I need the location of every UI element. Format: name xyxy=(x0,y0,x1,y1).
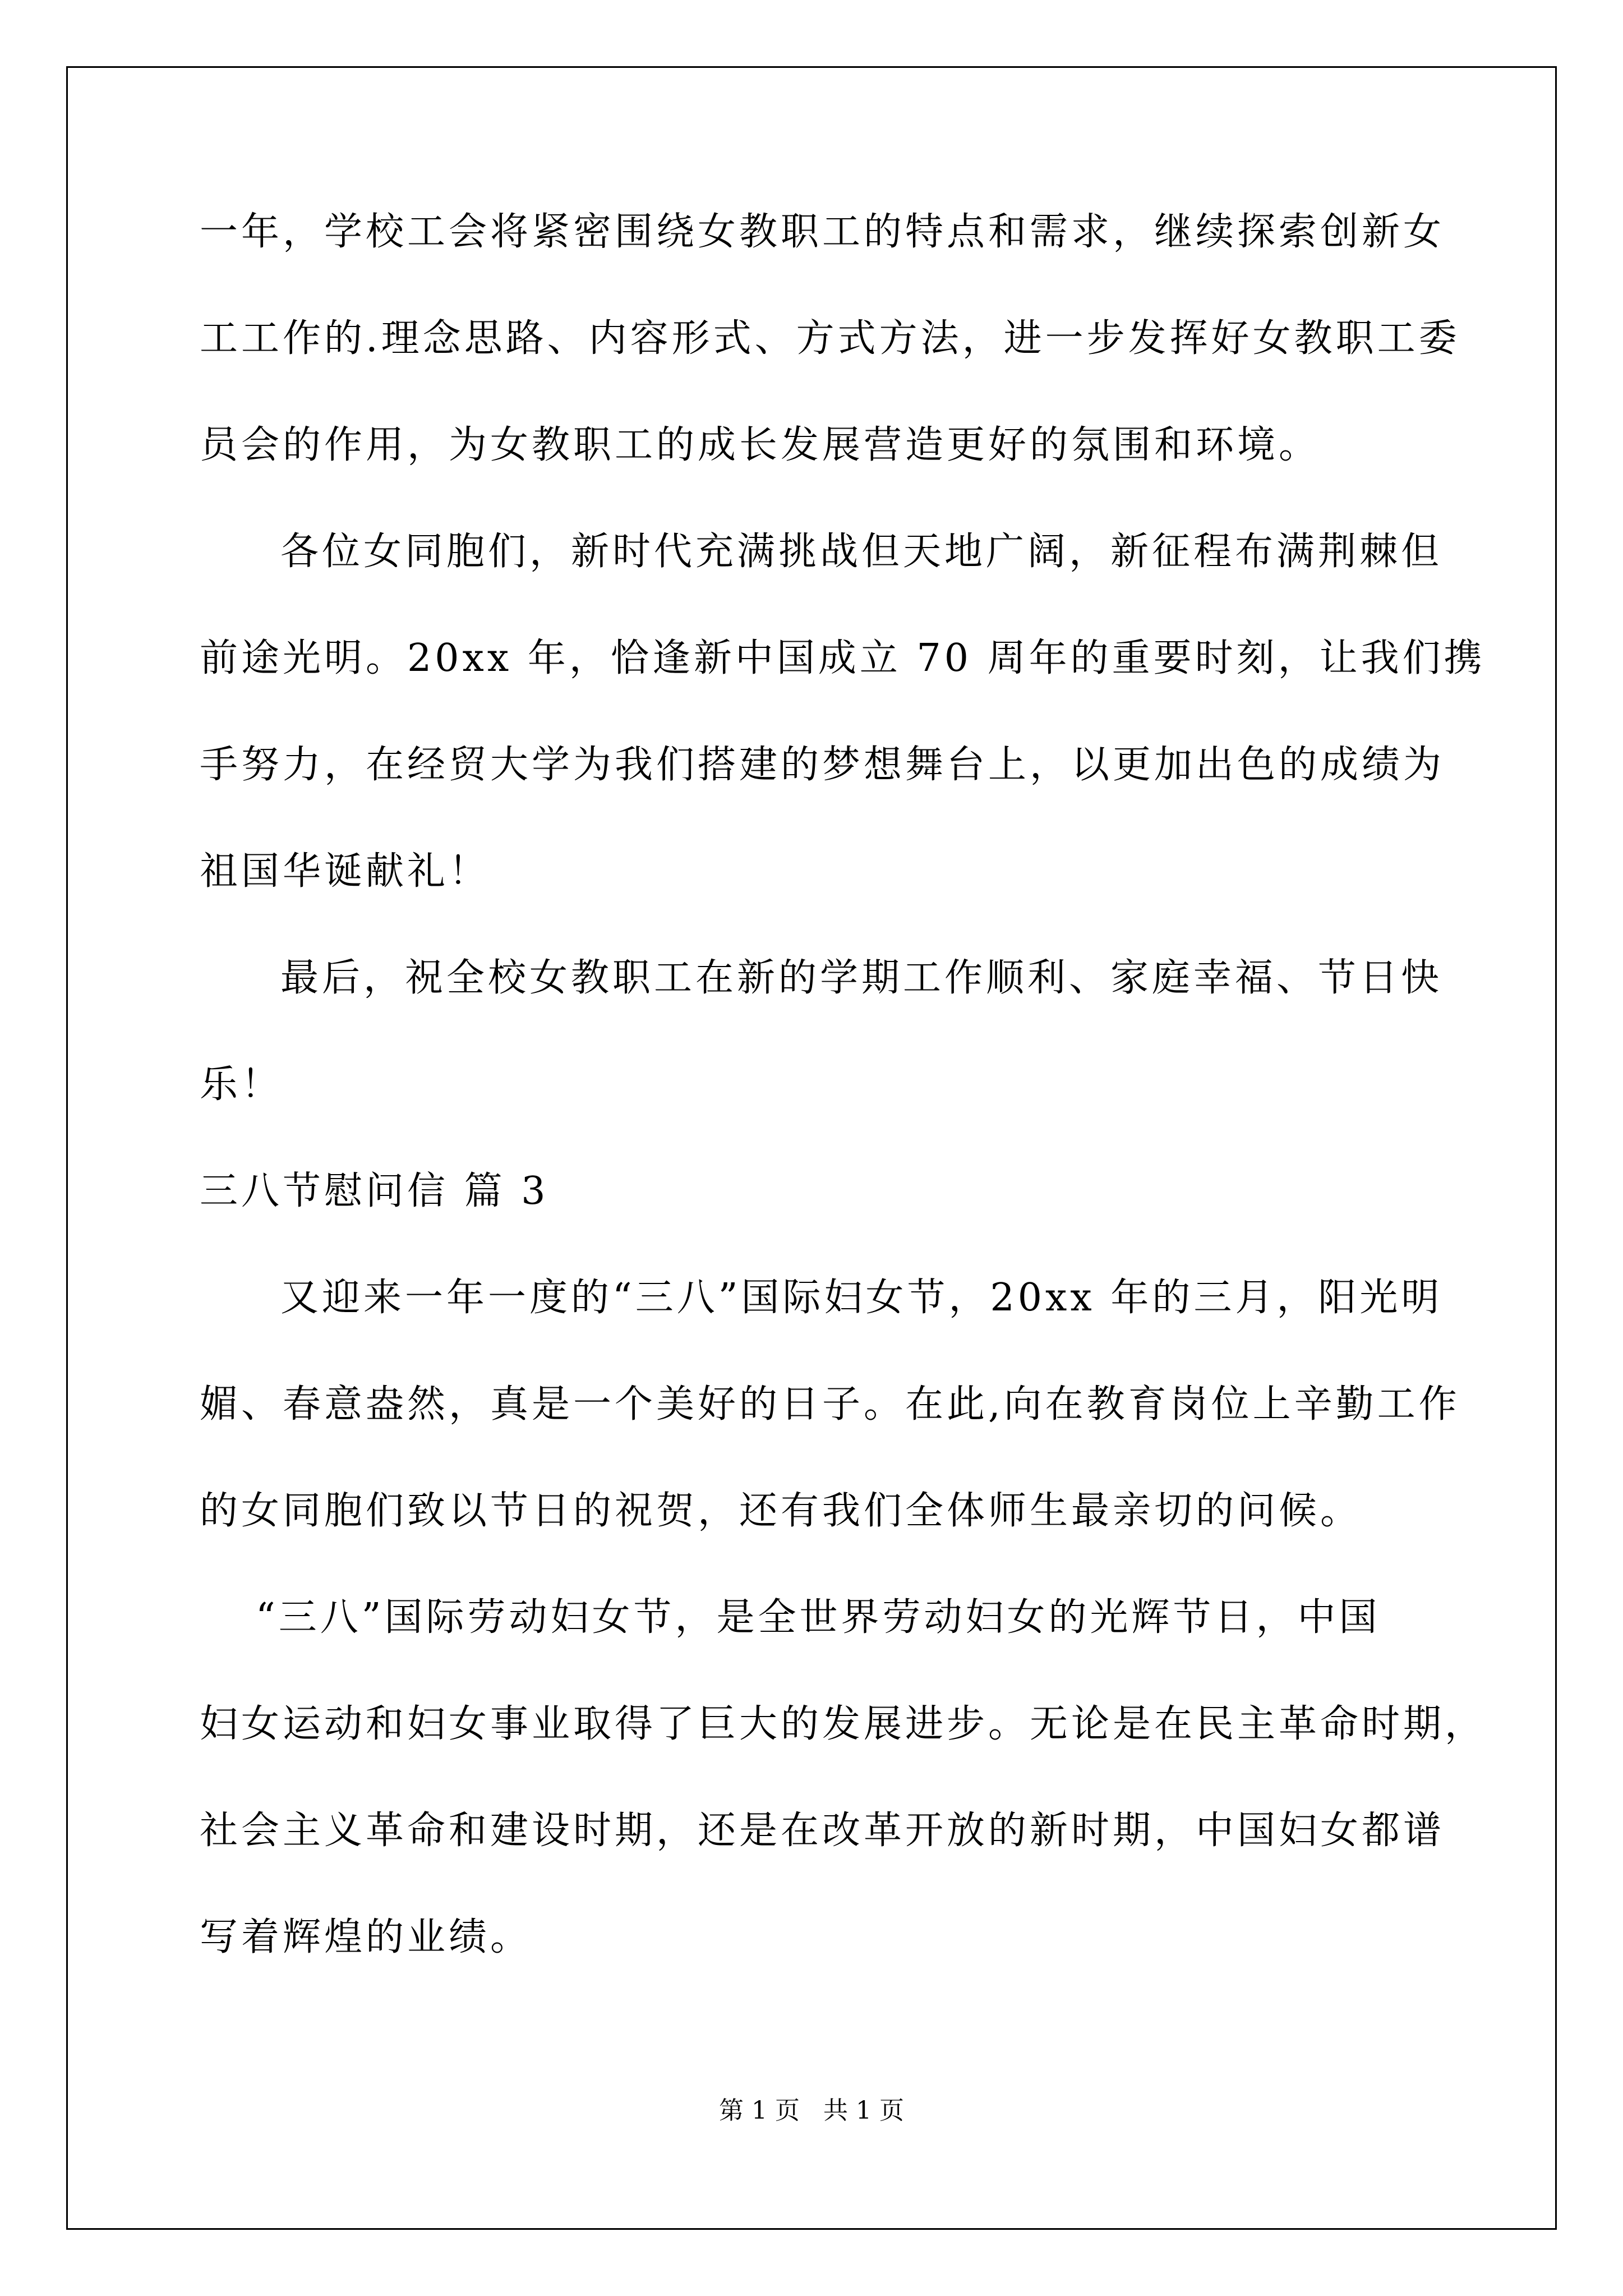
paragraph-line: 又迎来一年一度的“三八”国际妇女节，20xx 年的三月，阳光明 xyxy=(280,1276,1443,1320)
paragraph-line: “三八”国际劳动妇女节，是全世界劳动妇女的光辉节日，中国 xyxy=(256,1595,1381,1640)
paragraph-line: 工工作的.理念思路、内容形式、方式方法，进一步发挥好女教职工委 xyxy=(200,316,1460,361)
paragraph-line: 的女同胞们致以节日的祝贺，还有我们全体师生最亲切的问候。 xyxy=(200,1489,1362,1533)
paragraph-line: 祖国华诞献礼！ xyxy=(200,849,491,894)
paragraph-line: 手努力，在经贸大学为我们搭建的梦想舞台上，以更加出色的成绩为 xyxy=(200,743,1445,787)
paragraph-line: 乐！ xyxy=(200,1062,283,1107)
paragraph-line: 妇女运动和妇女事业取得了巨大的发展进步。无论是在民主革命时期， xyxy=(200,1702,1487,1746)
paragraph-line: 最后，祝全校女教职工在新的学期工作顺利、家庭幸福、节日快 xyxy=(280,956,1443,1000)
paragraph-line: 一年，学校工会将紧密围绕女教职工的特点和需求，继续探索创新女 xyxy=(200,210,1445,254)
page-frame xyxy=(66,66,1557,2230)
page-footer: 第 1 页 共 1 页 xyxy=(719,2096,904,2125)
paragraph-line: 前途光明。20xx 年，恰逢新中国成立 70 周年的重要时刻，让我们携 xyxy=(200,636,1486,680)
paragraph-line: 写着辉煌的业绩。 xyxy=(200,1915,532,1959)
paragraph-line: 媚、春意盎然，真是一个美好的日子。在此,向在教育岗位上辛勤工作 xyxy=(200,1382,1460,1427)
paragraph-line: 各位女同胞们，新时代充满挑战但天地广阔，新征程布满荆棘但 xyxy=(280,530,1443,574)
paragraph-line: 员会的作用，为女教职工的成长发展营造更好的氛围和环境。 xyxy=(200,423,1321,467)
paragraph-line: 社会主义革命和建设时期，还是在改革开放的新时期，中国妇女都谱 xyxy=(200,1809,1445,1853)
section-heading: 三八节慰问信 篇 3 xyxy=(200,1169,549,1213)
